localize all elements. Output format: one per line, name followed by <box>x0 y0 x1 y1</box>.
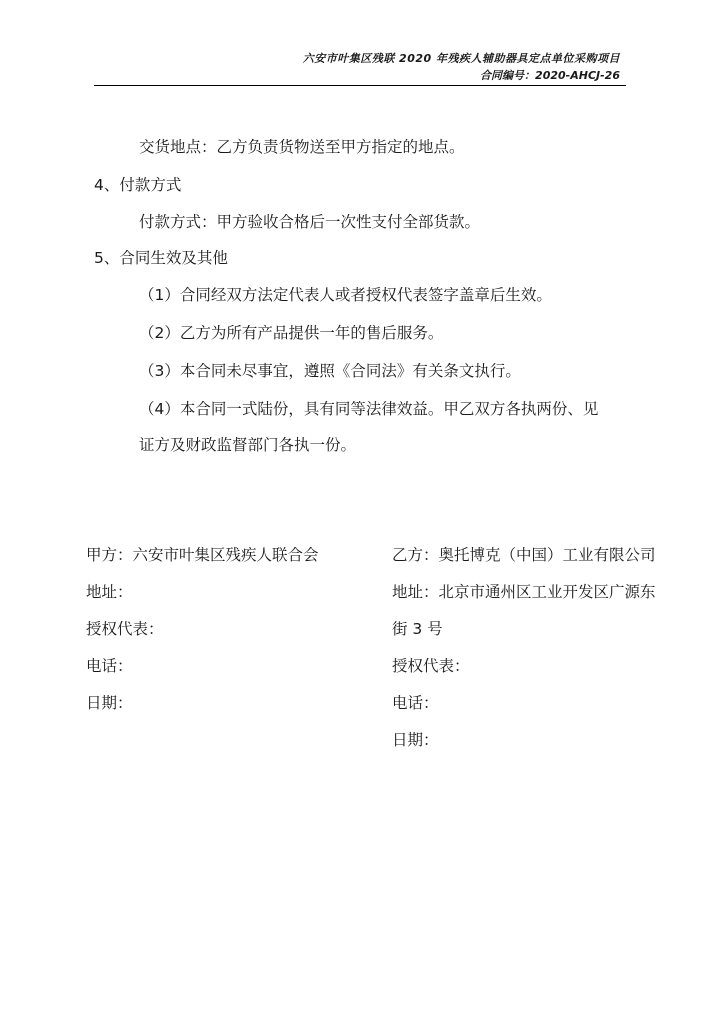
party-a-date: 日期： <box>86 694 133 712</box>
clause-3: （3）本合同未尽事宜，遵照《合同法》有关条文执行。 <box>139 362 521 380</box>
party-b-phone: 电话： <box>392 694 439 712</box>
contract-number: 合同编号：2020-AHCJ-26 <box>480 69 620 82</box>
clause-4-line-1: （4）本合同一式陆份，具有同等法律效益。甲乙双方各执两份、见 <box>139 400 599 418</box>
party-b-name: 乙方：奥托博克（中国）工业有限公司 <box>392 546 656 564</box>
clause-1: （1）合同经双方法定代表人或者授权代表签字盖章后生效。 <box>139 286 552 304</box>
payment-method: 付款方式：甲方验收合格后一次性支付全部货款。 <box>139 213 481 231</box>
clause-4-line-2: 证方及财政监督部门各执一份。 <box>139 436 357 454</box>
clause-2: （2）乙方为所有产品提供一年的售后服务。 <box>139 324 444 342</box>
party-b-representative: 授权代表： <box>392 657 470 675</box>
section-4-title: 4、付款方式 <box>94 176 182 194</box>
header-divider <box>94 85 626 86</box>
party-a-phone: 电话： <box>86 657 133 675</box>
party-a-signature-block <box>86 545 319 730</box>
party-b-address-line-1: 地址：北京市通州区工业开发区广源东 <box>392 583 656 601</box>
delivery-location: 交货地点：乙方负责货物送至甲方指定的地点。 <box>139 138 465 156</box>
party-b-address-line-2: 街 3 号 <box>392 620 443 638</box>
project-title: 六安市叶集区残联 2020 年残疾人辅助器具定点单位采购项目 <box>302 52 620 65</box>
party-b-signature-block <box>392 545 656 767</box>
party-b-date: 日期： <box>392 731 439 749</box>
party-a-representative: 授权代表： <box>86 620 164 638</box>
party-a-name: 甲方：六安市叶集区残疾人联合会 <box>86 546 319 564</box>
party-a-address: 地址： <box>86 583 133 601</box>
section-5-title: 5、合同生效及其他 <box>94 249 228 267</box>
